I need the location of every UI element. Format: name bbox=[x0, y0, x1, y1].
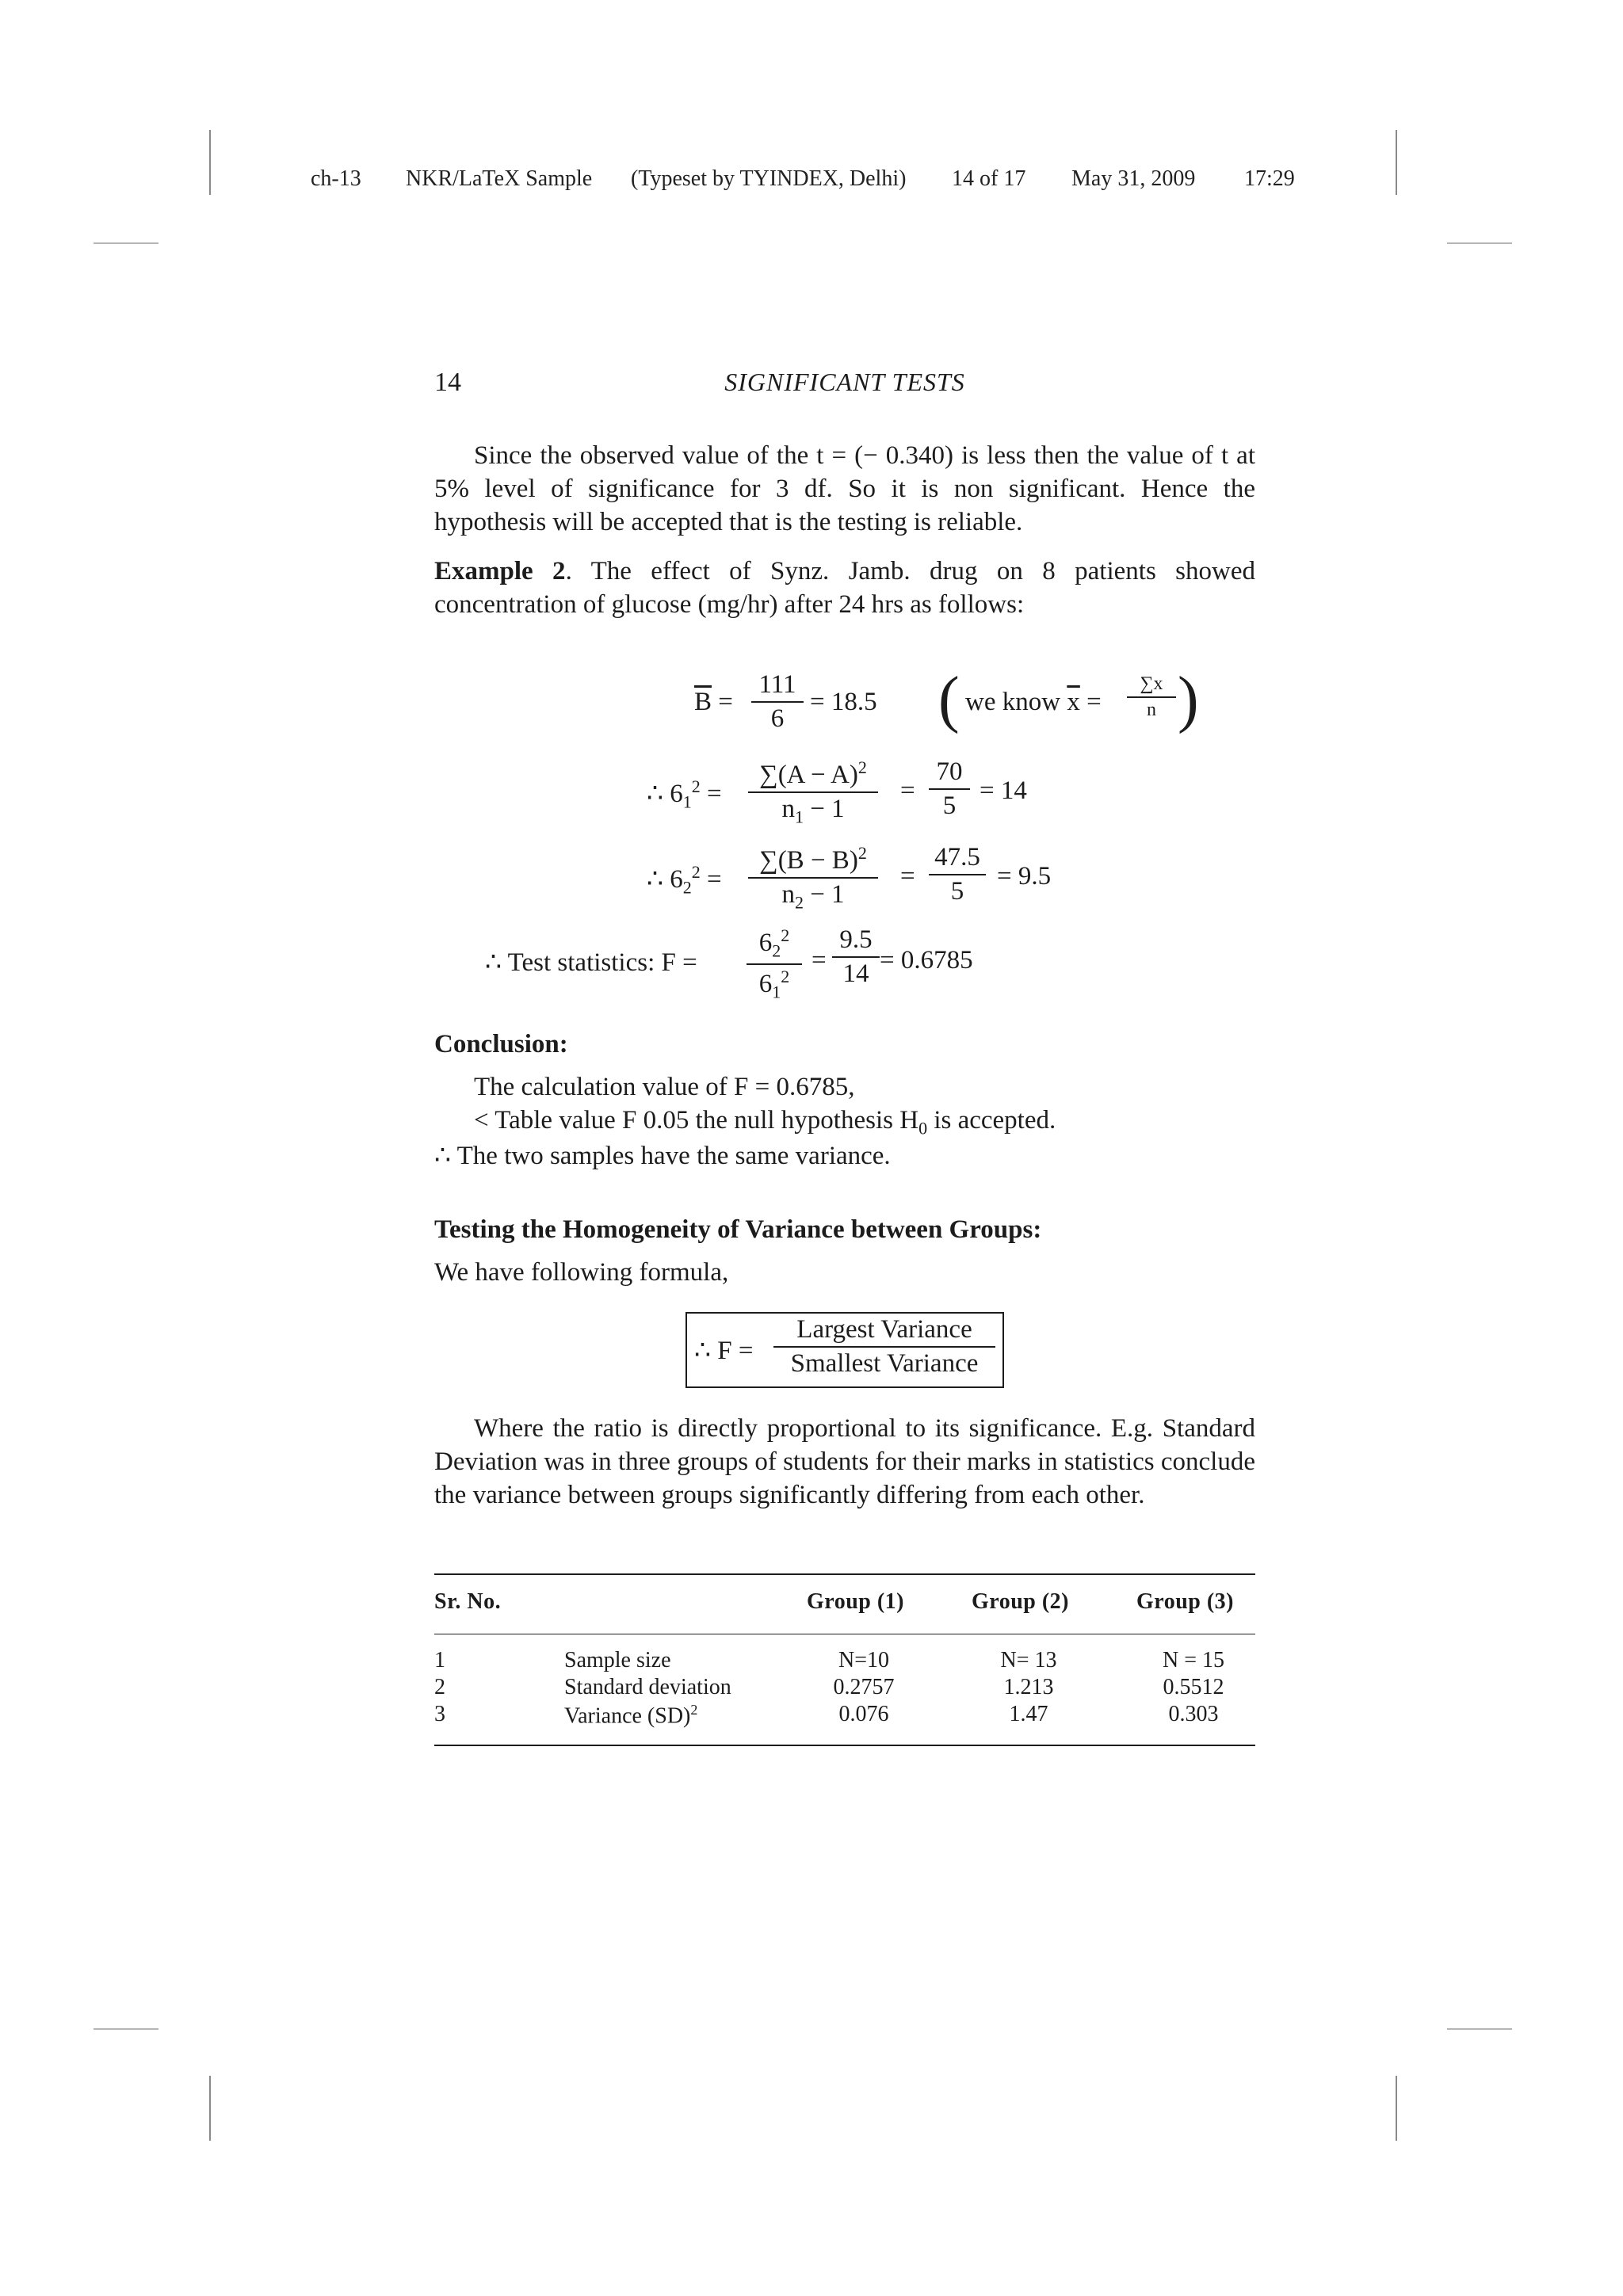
slug-pages: 14 of 17 bbox=[952, 166, 1026, 191]
table-cell-group-2: N= 13 bbox=[1000, 1648, 1057, 1672]
crop-mark-bottom-left bbox=[209, 2076, 211, 2141]
eq4-fraction-2: 9.5 14 bbox=[832, 925, 880, 989]
crop-mark-bottom-right bbox=[1396, 2076, 1397, 2141]
eq4-result: = 0.6785 bbox=[880, 946, 973, 974]
eq2-equals: = bbox=[900, 776, 915, 805]
table-cell-group-2: 1.47 bbox=[1009, 1702, 1048, 1726]
eq2-fraction-2: 70 5 bbox=[929, 757, 970, 821]
eq4-lhs: ∴ Test statistics: F = bbox=[485, 948, 697, 977]
eq3-result: = 9.5 bbox=[997, 862, 1052, 891]
table-cell-group-2: 1.213 bbox=[1003, 1675, 1054, 1699]
table-header-sr-no: Sr. No. bbox=[434, 1589, 502, 1614]
crop-mark-left-lower bbox=[94, 2028, 158, 2030]
eq3-equals: = bbox=[900, 862, 915, 891]
table-cell-group-1: 0.076 bbox=[838, 1702, 889, 1726]
table-cell-group-1: N=10 bbox=[838, 1648, 889, 1672]
table-cell-group-3: 0.5512 bbox=[1163, 1675, 1224, 1699]
eq2-lhs: ∴ $6_1^2$ = bbox=[647, 776, 722, 812]
crop-mark-left-upper bbox=[94, 242, 158, 244]
eq1-close-paren: ) bbox=[1178, 665, 1199, 734]
crop-mark-top-left bbox=[209, 130, 211, 195]
homogeneity-paragraph: Where the ratio is directly proportional to its significance. E.g. Standard Deviation was in three groups of students for their marks in statistics conclude the variance between groups significantly differing from each other. bbox=[434, 1414, 1255, 1509]
eq1-open-paren: ( bbox=[938, 665, 960, 734]
eq1-note-fraction: ∑x n bbox=[1127, 673, 1176, 721]
table-header-group-3: Group (3) bbox=[1136, 1589, 1234, 1614]
homogeneity-intro: We have following formula, bbox=[434, 1258, 729, 1287]
eq2-fraction-1: $\sum(A - A)^2$ $n_1 - 1$ bbox=[748, 757, 878, 828]
intro-paragraph bbox=[434, 439, 1255, 539]
table-cell-group-3: 0.303 bbox=[1168, 1702, 1219, 1726]
table-top-rule bbox=[434, 1573, 1255, 1575]
slug-sample: NKR/LaTeX Sample bbox=[406, 166, 593, 191]
table-cell-label: Sample size bbox=[564, 1648, 671, 1672]
conclusion-line-2: < Table value F 0.05 the null hypothesis $H_0$ is accepted. bbox=[474, 1106, 1056, 1138]
running-title: SIGNIFICANT TESTS bbox=[724, 368, 965, 396]
table-cell-sr: 3 bbox=[434, 1702, 445, 1726]
table-cell-label: Standard deviation bbox=[564, 1675, 731, 1699]
table-header-group-1: Group (1) bbox=[807, 1589, 904, 1614]
eq1-result: = 18.5 bbox=[810, 688, 877, 716]
homogeneity-heading: Testing the Homogeneity of Variance between Groups: bbox=[434, 1215, 1042, 1244]
eq3-fraction-1: $\sum(B - B)^2$ $n_2 - 1$ bbox=[748, 843, 878, 913]
slug-date: May 31, 2009 bbox=[1071, 166, 1196, 191]
table-bottom-rule bbox=[434, 1745, 1255, 1746]
slug-time: 17:29 bbox=[1244, 166, 1295, 191]
eq4-equals: = bbox=[812, 946, 827, 974]
intro-text: Since the observed value of the t = (− 0.340) is less then the value of t at 5% level of significance for 3 df. So it is non significant. Hence the hypothesis will be accepted that is the testing is reliable. bbox=[434, 441, 1255, 536]
eq1-fraction: 111 6 bbox=[751, 670, 804, 734]
table-cell-sr: 1 bbox=[434, 1648, 445, 1672]
formula-lhs: ∴ F = bbox=[694, 1337, 754, 1365]
table-cell-group-3: N = 15 bbox=[1162, 1648, 1224, 1672]
page-number: 14 bbox=[434, 368, 461, 397]
eq4-fraction-1: $6_2^2$ $6_1^2$ bbox=[747, 925, 802, 1002]
eq2-result: = 14 bbox=[980, 776, 1027, 805]
eq1-note: we know $\overline{x}$ = bbox=[965, 688, 1102, 716]
crop-mark-right-upper bbox=[1447, 242, 1512, 244]
conclusion-heading: Conclusion: bbox=[434, 1030, 568, 1058]
conclusion-line-1: The calculation value of F = 0.6785, bbox=[474, 1073, 855, 1101]
example-text: . The effect of Synz. Jamb. drug on 8 patients showed concentration of glucose (mg/hr) after 24 hrs as follows: bbox=[434, 557, 1255, 619]
table-cell-group-1: 0.2757 bbox=[833, 1675, 895, 1699]
table-cell-sr: 2 bbox=[434, 1675, 445, 1699]
table-header-group-2: Group (2) bbox=[972, 1589, 1069, 1614]
slug-chapter: ch-13 bbox=[311, 166, 361, 191]
crop-mark-right-lower bbox=[1447, 2028, 1512, 2030]
eq3-fraction-2: 47.5 5 bbox=[929, 843, 986, 906]
eq3-lhs: ∴ $6_2^2$ = bbox=[647, 862, 722, 898]
slug-typeset: (Typeset by TYINDEX, Delhi) bbox=[631, 166, 907, 191]
conclusion-line-3: ∴ The two samples have the same variance. bbox=[434, 1142, 891, 1170]
crop-mark-top-right bbox=[1396, 130, 1397, 195]
example-label: Example 2 bbox=[434, 557, 566, 585]
formula-fraction: Largest Variance Smallest Variance bbox=[773, 1315, 995, 1379]
example-paragraph bbox=[434, 555, 1255, 621]
table-cell-label: Variance (SD)$^2$ bbox=[564, 1702, 698, 1729]
eq1-lhs: $\overline{B}$ = bbox=[694, 688, 733, 716]
